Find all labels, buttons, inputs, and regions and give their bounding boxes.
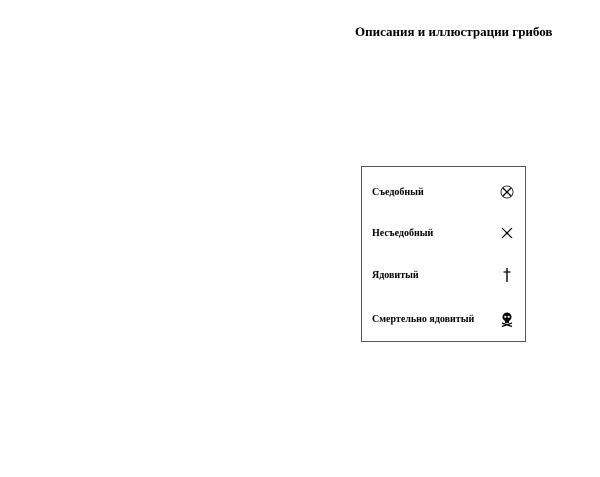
- legend-item-poisonous: [372, 265, 515, 285]
- legend-item-edible: [372, 182, 515, 202]
- legend-label: Смертельно ядовитый: [372, 313, 475, 325]
- dagger-cross-icon: [499, 267, 515, 283]
- skull-crossbones-icon: [499, 311, 515, 327]
- legend-label: Несъедобный: [372, 227, 434, 239]
- legend-label: Съедобный: [372, 186, 424, 198]
- circle-cross-icon: [499, 184, 515, 200]
- legend-item-deadly-poisonous: [372, 309, 515, 329]
- edibility-legend: [361, 166, 526, 342]
- legend-label: Ядовитый: [372, 269, 419, 281]
- page-title: Описания и иллюстрации грибов: [355, 24, 553, 39]
- legend-item-inedible: [372, 223, 515, 243]
- x-cross-icon: [499, 225, 515, 241]
